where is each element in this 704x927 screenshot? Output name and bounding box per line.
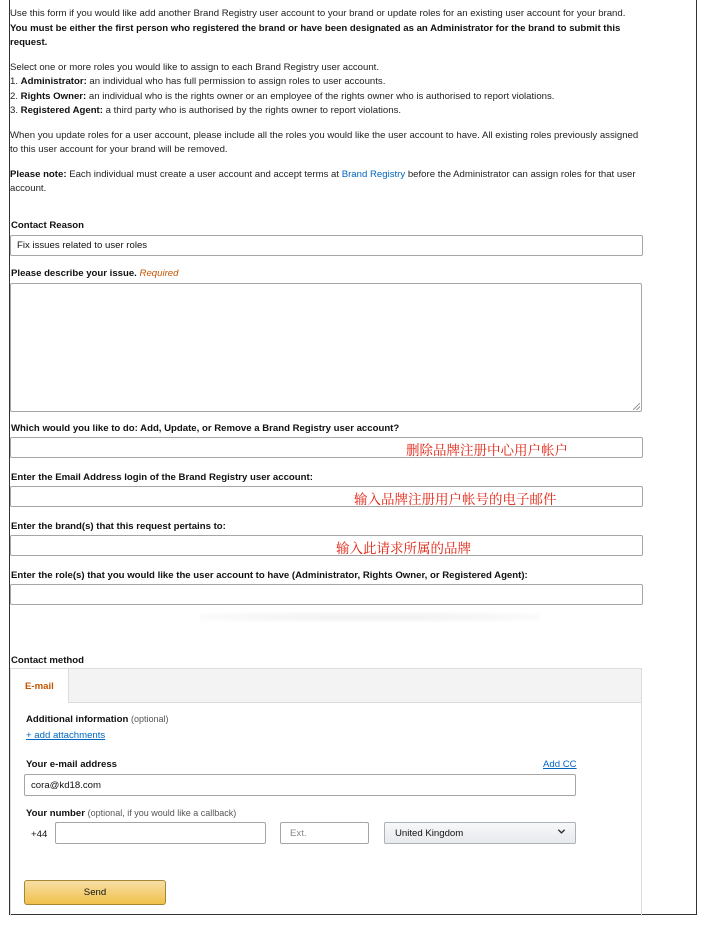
contact-method-tabbar — [11, 669, 641, 703]
action-question-label: Which would you like to do: Add, Update, or Remove a Brand Registry user account? — [11, 423, 400, 434]
email-login-question-label: Enter the Email Address login of the Brand Registry user account: — [11, 472, 313, 483]
phone-number-input[interactable] — [55, 822, 266, 844]
add-cc-link[interactable]: Add CC — [543, 759, 577, 770]
role-item-rights-owner: 2. Rights Owner: an individual who is the rights owner or an employee of the rights owner who is authorised to report violations. — [10, 90, 555, 102]
email-address-label: Your e-mail address — [26, 759, 117, 770]
chevron-down-icon — [557, 827, 566, 836]
brand-input[interactable] — [10, 535, 643, 556]
role-input[interactable] — [10, 584, 643, 605]
resize-grip-icon[interactable] — [633, 403, 640, 410]
contact-reason-label: Contact Reason — [11, 220, 85, 231]
roles-lead: Select one or more roles you would like to assign to each Brand Registry user account. — [10, 61, 380, 73]
describe-issue-label: Please describe your issue. Required — [11, 268, 179, 279]
brand-question-label: Enter the brand(s) that this request pertains to: — [11, 521, 226, 532]
role-item-administrator: 1. Administrator: an individual who has full permission to assign roles to user accounts. — [10, 76, 386, 87]
email-login-input[interactable] — [10, 486, 643, 507]
section-divider — [200, 612, 540, 622]
email-login-annotation: 输入品牌注册用户帐号的电子邮件 — [354, 492, 557, 507]
action-input[interactable] — [10, 437, 643, 458]
add-attachments-link[interactable]: + add attachments — [26, 730, 106, 741]
form-instructions — [10, 7, 640, 197]
send-button[interactable]: Send — [24, 880, 166, 905]
contact-method-label: Contact method — [11, 655, 85, 666]
tab-email[interactable]: E-mail — [11, 669, 69, 703]
email-address-input[interactable]: cora@kd18.com — [24, 774, 576, 796]
please-note: Please note: Each individual must create a user account and accept terms at Brand Registry before the Administrator can assign roles for that user account. — [10, 168, 636, 194]
country-select[interactable]: United Kingdom — [384, 822, 576, 844]
required-marker: Required — [139, 268, 179, 279]
brand-registry-link[interactable]: Brand Registry — [341, 168, 406, 180]
role-item-registered-agent: 3. Registered Agent: a third party who is authorised by the rights owner to report violations. — [10, 105, 402, 116]
contact-reason-value: Fix issues related to user roles — [17, 240, 148, 251]
describe-issue-textarea[interactable] — [10, 283, 642, 412]
action-annotation: 删除品牌注册中心用户帐户 — [406, 443, 568, 458]
phone-number-label: Your number (optional, if you would like a callback) — [26, 808, 237, 819]
contact-reason-field[interactable] — [10, 235, 643, 256]
phone-extension-input[interactable]: Ext. — [280, 822, 369, 844]
role-question-label: Enter the role(s) that you would like the user account to have (Administrator, Rights Owner, or Registered Agent): — [11, 570, 528, 581]
country-code-prefix: +44 — [31, 829, 48, 840]
brand-annotation: 输入此请求所属的品牌 — [336, 541, 471, 556]
additional-info-label: Additional information (optional) — [26, 714, 169, 725]
update-roles-note: When you update roles for a user account, please include all the roles you would like the user account to have. All existing roles previously assigned to this user account for your brand will be removed. — [10, 129, 639, 155]
intro-paragraph: Use this form if you would like add another Brand Registry user account to your brand or update roles for an existing user account for your brand. You must be either the first person who registered the brand or have been designated as an Administrator for the brand to submit this request. — [10, 8, 626, 48]
